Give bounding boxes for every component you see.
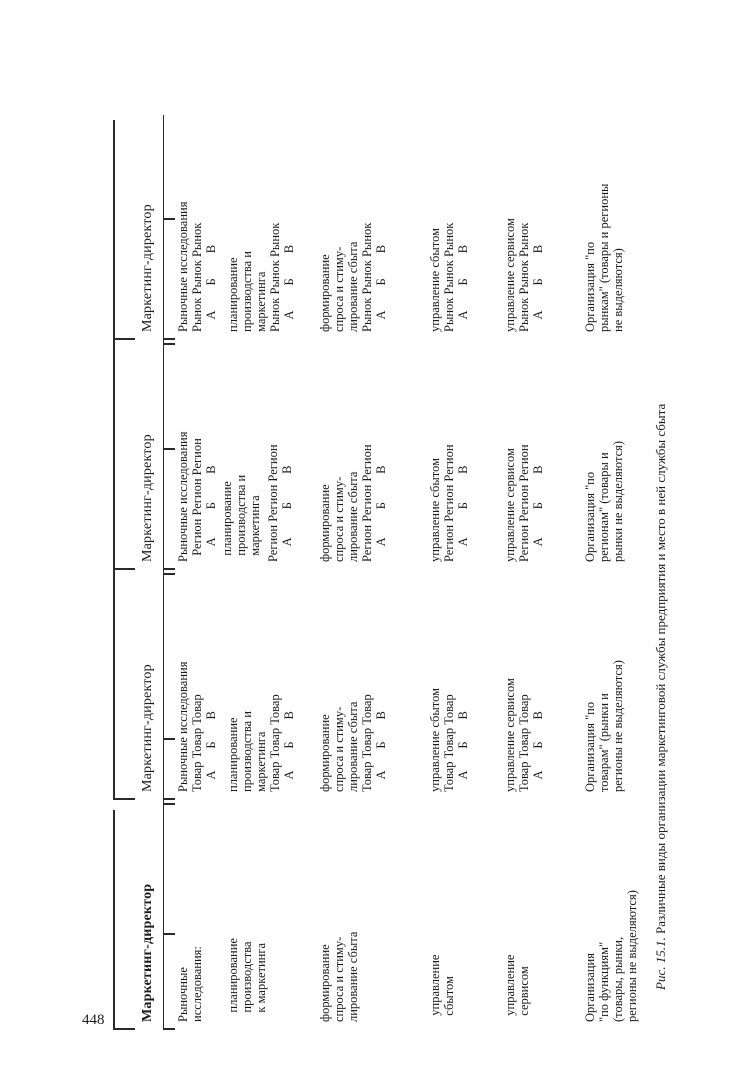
block-service: управление сервисом Рынок Рынок Рынок А Б В bbox=[503, 218, 545, 332]
tick-line bbox=[163, 798, 175, 800]
block-service: управление сервисом bbox=[503, 954, 531, 1016]
block-demand: формирование спроса и стиму- лирование сбыта Рынок Рынок Рынок А Б В bbox=[318, 222, 388, 332]
org-label: Организация "по рынкам" (товары и регионы не выделяются) bbox=[583, 183, 625, 332]
block-research: Рыночные исследования Рынок Рынок Рынок А Б В bbox=[176, 201, 218, 332]
block-demand: формирование спроса и стиму- лирование сбыта Товар Товар Товар А Б В bbox=[318, 694, 388, 792]
bracket-line bbox=[113, 1028, 135, 1030]
bracket-line bbox=[163, 800, 164, 1030]
block-sales: управление сбытом Товар Товар Товар А Б В bbox=[428, 688, 470, 792]
column-by-markets bbox=[48, 110, 648, 340]
org-label: Организация "по товарам" (рынки и регионы не выделяются) bbox=[583, 660, 625, 792]
director-title: Маркетинг-директор bbox=[140, 664, 155, 792]
column-by-products bbox=[48, 570, 648, 800]
tick-line bbox=[163, 448, 175, 450]
block-demand: формирование спроса и стиму- лирование сбыта bbox=[318, 931, 360, 1022]
block-research: Рыночные исследования: bbox=[176, 946, 204, 1022]
bracket-line bbox=[163, 340, 164, 570]
block-planning: планирование производства и маркетинга Товар Товар Товар А Б В bbox=[226, 694, 296, 792]
tick-line bbox=[163, 803, 175, 805]
bracket-line bbox=[113, 570, 115, 800]
tick-line bbox=[163, 343, 175, 345]
bracket-line bbox=[113, 120, 115, 340]
tick-line bbox=[163, 338, 175, 340]
block-research: Рыночные исследования Товар Товар Товар А Б В bbox=[176, 661, 218, 792]
column-by-regions bbox=[48, 340, 648, 570]
page-number: 448 bbox=[82, 1012, 105, 1028]
tick-line bbox=[163, 568, 175, 570]
caption-text: Различные виды организации маркетинговой службы предприятия и место в ней службы сбыта bbox=[653, 403, 668, 935]
director-title: Маркетинг-директор bbox=[140, 204, 155, 332]
org-label: Организация "по функциям" (товары, рынки, регионы не выделяются) bbox=[583, 890, 639, 1022]
bracket-line bbox=[113, 340, 115, 570]
figure-caption bbox=[653, 404, 669, 990]
bracket-line bbox=[113, 798, 135, 800]
tick-line bbox=[163, 933, 175, 935]
bracket-line bbox=[163, 115, 164, 340]
block-sales: управление сбытом Регион Регион Регион А Б В bbox=[428, 444, 470, 562]
bracket-line bbox=[163, 570, 164, 800]
tick-line bbox=[163, 1028, 175, 1030]
director-title: Маркетинг-директор bbox=[140, 434, 155, 562]
tick-line bbox=[163, 218, 175, 220]
tick-line bbox=[163, 738, 175, 740]
block-sales: управление сбытом bbox=[428, 954, 456, 1016]
bracket-line bbox=[113, 810, 115, 1030]
tick-line bbox=[163, 573, 175, 575]
block-demand: формирование спроса и стиму- лирование сбыта Регион Регион Регион А Б В bbox=[318, 444, 388, 562]
rotated-figure bbox=[48, 110, 688, 1030]
block-research: Рыночные исследования Регион Регион Регион А Б В bbox=[176, 431, 218, 562]
org-label: Организация "по регионам" (товары и рынки не выделяются) bbox=[583, 440, 625, 562]
bracket-line bbox=[113, 338, 135, 340]
block-service: управление сервисом Товар Товар Товар А Б В bbox=[503, 678, 545, 792]
block-planning: планирование производства и маркетинга Рынок Рынок Рынок А Б В bbox=[226, 222, 296, 332]
block-sales: управление сбытом Рынок Рынок Рынок А Б В bbox=[428, 222, 470, 332]
column-by-functions bbox=[48, 800, 648, 1030]
block-planning: планирование производства к маркетинга bbox=[226, 938, 268, 1013]
block-planning-regions: Регион Регион Регион А Б В bbox=[266, 444, 294, 562]
org-chart bbox=[48, 110, 648, 1030]
director-title: Маркетинг-директор bbox=[140, 883, 155, 1022]
block-service: управление сервисом Регион Регион Регион А Б В bbox=[503, 444, 545, 562]
caption-prefix: Рис. 15.1. bbox=[653, 937, 668, 990]
block-planning: планирование производства и маркетинга bbox=[220, 474, 262, 556]
bracket-line bbox=[113, 568, 135, 570]
